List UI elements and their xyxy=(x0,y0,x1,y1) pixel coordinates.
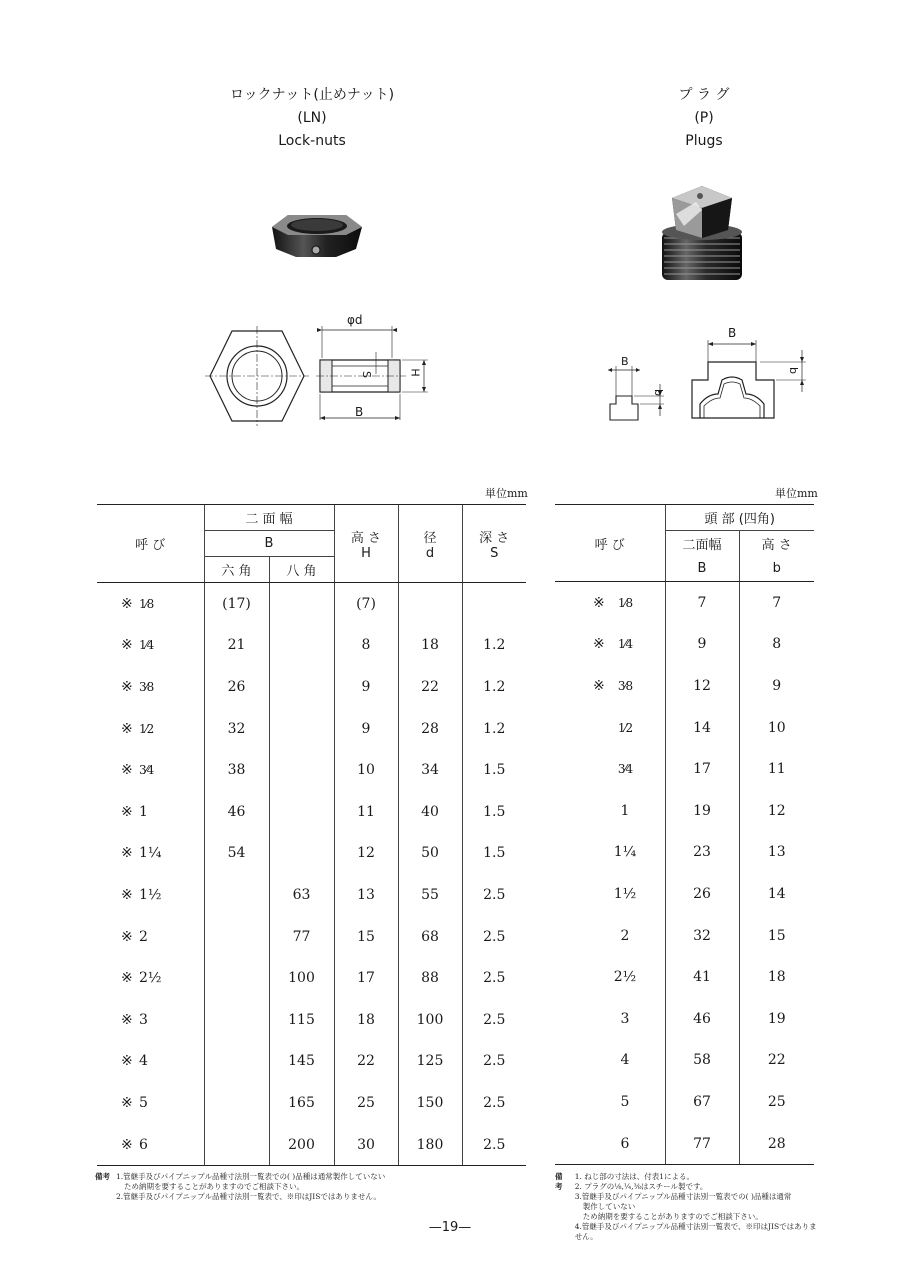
nominal-size: 2 xyxy=(620,927,630,944)
plug-row xyxy=(555,707,814,749)
locknut-row xyxy=(97,874,526,916)
nominal-size: 4 xyxy=(139,1053,148,1070)
nominal-size: 3⁄8 xyxy=(139,679,154,694)
locknut-cell-hex: 26 xyxy=(204,666,269,708)
locknut-cell-oct xyxy=(269,625,334,667)
locknut-cell-size xyxy=(97,625,204,667)
plug-cell-width: 19 xyxy=(665,790,739,832)
plug-large-view xyxy=(684,330,812,430)
locknut-cell-oct: 200 xyxy=(269,1124,334,1166)
locknut-cell-dia: 50 xyxy=(398,833,462,875)
locknut-cell-depth: 2.5 xyxy=(462,1082,526,1124)
locknut-unit-label: 単位mm xyxy=(485,487,528,500)
locknut-cell-height: 13 xyxy=(334,874,398,916)
locknut-cell-dia: 88 xyxy=(398,957,462,999)
locknut-cell-oct xyxy=(269,708,334,750)
locknut-header-depth-sym: S xyxy=(490,545,499,561)
locknut-header-height-sym: H xyxy=(361,545,371,561)
locknut-cell-hex: 21 xyxy=(204,625,269,667)
locknut-header-oct: 八 角 xyxy=(269,557,334,583)
locknut-code: (LN) xyxy=(297,110,327,126)
jis-exclusion-mark: ※ xyxy=(121,720,133,737)
locknut-cell-dia: 18 xyxy=(398,625,462,667)
plug-header-width-sym: B xyxy=(665,556,739,582)
locknut-cell-depth: 2.5 xyxy=(462,1041,526,1083)
notes-left-line: ため納期を要することがありますのでご相談下さい。 xyxy=(124,1182,304,1191)
nominal-size: 1¼ xyxy=(613,844,637,861)
locknut-cell-height: 11 xyxy=(334,791,398,833)
locknut-cell-dia: 180 xyxy=(398,1124,462,1166)
locknut-cell-hex: 54 xyxy=(204,833,269,875)
nominal-size: 3⁄8 xyxy=(617,678,633,693)
locknut-dim-h-label: H xyxy=(408,368,422,377)
locknut-cell-size xyxy=(97,833,204,875)
locknut-cell-depth: 2.5 xyxy=(462,999,526,1041)
nominal-size: 2 xyxy=(139,928,148,945)
jis-exclusion-mark: ※ xyxy=(121,762,133,779)
notes-left-line: 2.管継手及びパイプニップル品種寸法別一覧表で、※印はJISではありません。 xyxy=(116,1192,381,1201)
locknut-title-jp: ロックナット(止めナット) xyxy=(229,87,395,103)
notes-right-line: 2. プラグの⅛,¼,⅜はスチール製です。 xyxy=(574,1182,708,1191)
plug-cell-height: 10 xyxy=(739,707,814,749)
locknut-cell-hex xyxy=(204,874,269,916)
notes-left-label: 備考 xyxy=(95,1172,110,1181)
jis-exclusion-mark: ※ xyxy=(121,595,133,612)
locknut-row xyxy=(97,749,526,791)
plug-cell-size xyxy=(555,707,665,749)
nominal-size: 1½ xyxy=(139,886,162,903)
locknut-row xyxy=(97,1082,526,1124)
locknut-cell-oct xyxy=(269,583,334,625)
page-number: —19— xyxy=(428,1220,472,1235)
plug-cell-width: 12 xyxy=(665,665,739,707)
plug-small-b-label: B xyxy=(621,355,629,368)
nominal-size: 1⁄8 xyxy=(139,596,154,611)
plug-row xyxy=(555,582,814,624)
notes-right-line: 3.管継手及びパイプニップル品種寸法別一覧表での( )品種は通常 xyxy=(574,1192,792,1201)
locknut-cell-dia: 68 xyxy=(398,916,462,958)
locknut-cell-height: 18 xyxy=(334,999,398,1041)
locknut-title-en: Lock-nuts xyxy=(278,133,346,149)
locknut-row xyxy=(97,1041,526,1083)
nominal-size: 1½ xyxy=(613,885,637,902)
plug-row xyxy=(555,624,814,666)
locknut-cell-depth: 2.5 xyxy=(462,916,526,958)
plug-cell-size xyxy=(555,1040,665,1082)
plug-row xyxy=(555,748,814,790)
plug-cell-width: 17 xyxy=(665,748,739,790)
plug-cell-height: 18 xyxy=(739,956,814,998)
locknut-cell-height: 9 xyxy=(334,708,398,750)
plug-cell-width: 41 xyxy=(665,956,739,998)
plug-title-block xyxy=(644,84,764,153)
locknut-cell-oct xyxy=(269,749,334,791)
plug-cell-height: 19 xyxy=(739,998,814,1040)
locknut-photo xyxy=(266,205,368,267)
plug-cell-width: 23 xyxy=(665,832,739,874)
plug-photo xyxy=(656,180,748,284)
plug-cell-width: 32 xyxy=(665,915,739,957)
locknut-row xyxy=(97,1124,526,1166)
plug-table-body xyxy=(555,582,814,1165)
locknut-cell-height: 25 xyxy=(334,1082,398,1124)
plug-cell-width: 7 xyxy=(665,582,739,624)
plug-header-head-group: 頭 部 (四角) xyxy=(665,505,814,531)
locknut-cell-size xyxy=(97,708,204,750)
notes-right-line: 1. ねじ部の寸法は、付表1による。 xyxy=(574,1172,695,1181)
locknut-cell-depth: 2.5 xyxy=(462,1124,526,1166)
jis-exclusion-mark: ※ xyxy=(121,928,133,945)
locknut-cell-size xyxy=(97,749,204,791)
locknut-cell-depth: 1.2 xyxy=(462,708,526,750)
notes-left-line: 1.管継手及びパイプニップル品種寸法別一覧表での( )品種は通常製作していない xyxy=(116,1172,386,1181)
nominal-size: 3⁄4 xyxy=(617,762,633,777)
nominal-size: 1¼ xyxy=(139,845,162,862)
locknut-cell-dia: 100 xyxy=(398,999,462,1041)
notes-left xyxy=(95,1172,425,1202)
plug-cell-width: 26 xyxy=(665,873,739,915)
locknut-cell-height: (7) xyxy=(334,583,398,625)
locknut-row xyxy=(97,833,526,875)
nominal-size: 1⁄2 xyxy=(139,721,154,736)
locknut-cell-height: 17 xyxy=(334,957,398,999)
locknut-cell-oct: 165 xyxy=(269,1082,334,1124)
locknut-cell-hex xyxy=(204,1124,269,1166)
plug-cell-height: 28 xyxy=(739,1123,814,1165)
plug-cell-size xyxy=(555,998,665,1040)
plug-cell-size xyxy=(555,582,665,624)
locknut-cell-height: 22 xyxy=(334,1041,398,1083)
plug-cell-size xyxy=(555,956,665,998)
nominal-size: 3 xyxy=(620,1010,630,1027)
plug-cell-height: 11 xyxy=(739,748,814,790)
locknut-cell-oct xyxy=(269,833,334,875)
locknut-cell-dia: 150 xyxy=(398,1082,462,1124)
nominal-size: 3 xyxy=(139,1011,148,1028)
plug-cell-size xyxy=(555,873,665,915)
notes-right-line: ため納期を要することがありますのでご相談下さい。 xyxy=(582,1212,763,1221)
nominal-size: 4 xyxy=(620,1052,630,1069)
locknut-cell-size xyxy=(97,1041,204,1083)
plug-cell-height: 22 xyxy=(739,1040,814,1082)
plug-cell-width: 9 xyxy=(665,624,739,666)
locknut-cell-depth: 1.2 xyxy=(462,625,526,667)
jis-exclusion-mark: ※ xyxy=(121,803,133,820)
locknut-cell-dia xyxy=(398,583,462,625)
locknut-cell-size xyxy=(97,874,204,916)
plug-unit-label: 単位mm xyxy=(775,487,818,500)
locknut-cell-oct: 63 xyxy=(269,874,334,916)
plug-table xyxy=(555,504,814,1165)
plug-cell-height: 14 xyxy=(739,873,814,915)
locknut-cell-size xyxy=(97,791,204,833)
locknut-table-body xyxy=(97,583,526,1166)
plug-cell-height: 12 xyxy=(739,790,814,832)
plug-cell-width: 67 xyxy=(665,1081,739,1123)
locknut-row xyxy=(97,791,526,833)
locknut-header-dia-label: 径 xyxy=(423,530,437,546)
plug-cell-height: 25 xyxy=(739,1081,814,1123)
locknut-cell-height: 30 xyxy=(334,1124,398,1166)
notes-right-label: 備考 xyxy=(555,1172,563,1191)
locknut-cell-size xyxy=(97,916,204,958)
locknut-header-height xyxy=(334,505,398,583)
plug-code: (P) xyxy=(694,110,714,126)
plug-row xyxy=(555,832,814,874)
locknut-cell-depth: 1.2 xyxy=(462,666,526,708)
plug-cell-size xyxy=(555,665,665,707)
locknut-row xyxy=(97,708,526,750)
locknut-row xyxy=(97,957,526,999)
plug-cell-height: 9 xyxy=(739,665,814,707)
nominal-size: 1⁄4 xyxy=(617,637,633,652)
plug-header-width: 二面幅 xyxy=(665,531,739,557)
plug-large-b-label: B xyxy=(728,326,737,340)
locknut-cell-oct xyxy=(269,666,334,708)
locknut-cell-dia: 34 xyxy=(398,749,462,791)
locknut-cell-hex: 32 xyxy=(204,708,269,750)
nominal-size: 1 xyxy=(620,802,630,819)
plug-row xyxy=(555,998,814,1040)
nominal-size: 6 xyxy=(139,1136,148,1153)
locknut-header-width-sym: B xyxy=(204,531,334,557)
locknut-cell-depth: 1.5 xyxy=(462,749,526,791)
locknut-cell-hex xyxy=(204,1082,269,1124)
plug-row xyxy=(555,665,814,707)
locknut-title-block xyxy=(212,84,412,153)
jis-exclusion-mark: ※ xyxy=(121,1011,133,1028)
nominal-size: 3⁄4 xyxy=(139,763,154,778)
plug-cell-height: 13 xyxy=(739,832,814,874)
nominal-size: 1 xyxy=(139,803,148,820)
nominal-size: 1⁄8 xyxy=(617,595,633,610)
plug-row xyxy=(555,873,814,915)
locknut-header-depth-label: 深 さ xyxy=(479,530,510,546)
locknut-cell-height: 15 xyxy=(334,916,398,958)
plug-cell-width: 14 xyxy=(665,707,739,749)
plug-row xyxy=(555,956,814,998)
locknut-cell-size xyxy=(97,1082,204,1124)
locknut-cell-hex: 46 xyxy=(204,791,269,833)
locknut-cell-hex xyxy=(204,957,269,999)
plug-cell-width: 77 xyxy=(665,1123,739,1165)
plug-header-height: 高 さ xyxy=(739,531,814,557)
plug-cell-size xyxy=(555,1081,665,1123)
plug-cell-size xyxy=(555,1123,665,1165)
plug-header-height-sym: b xyxy=(739,556,814,582)
nominal-size: 1⁄4 xyxy=(139,638,154,653)
locknut-cell-height: 10 xyxy=(334,749,398,791)
plug-cell-height: 15 xyxy=(739,915,814,957)
locknut-cell-dia: 125 xyxy=(398,1041,462,1083)
locknut-cell-depth: 1.5 xyxy=(462,833,526,875)
locknut-cell-depth: 2.5 xyxy=(462,874,526,916)
plug-cell-height: 7 xyxy=(739,582,814,624)
locknut-front-view xyxy=(205,326,309,426)
jis-exclusion-mark: ※ xyxy=(121,678,133,695)
jis-exclusion-mark: ※ xyxy=(121,1136,133,1153)
nominal-size: 5 xyxy=(620,1093,630,1110)
locknut-cell-dia: 40 xyxy=(398,791,462,833)
locknut-cell-oct: 100 xyxy=(269,957,334,999)
plug-cell-size xyxy=(555,790,665,832)
locknut-cell-oct: 77 xyxy=(269,916,334,958)
locknut-header-width-group: 二 面 幅 xyxy=(204,505,334,531)
locknut-cell-hex xyxy=(204,1041,269,1083)
locknut-dim-s-label: S xyxy=(359,371,373,378)
plug-row xyxy=(555,1081,814,1123)
locknut-row xyxy=(97,916,526,958)
jis-exclusion-mark: ※ xyxy=(121,970,133,987)
locknut-cell-oct xyxy=(269,791,334,833)
locknut-row xyxy=(97,666,526,708)
locknut-header-call: 呼 び xyxy=(97,505,204,583)
plug-row xyxy=(555,1040,814,1082)
locknut-header-dia-sym: d xyxy=(425,545,435,561)
notes-right-line: 製作していない xyxy=(582,1202,636,1211)
locknut-dim-b-label: B xyxy=(355,405,364,419)
locknut-cell-height: 12 xyxy=(334,833,398,875)
locknut-cell-size xyxy=(97,666,204,708)
plug-small-bb-label: b xyxy=(651,389,665,396)
notes-right xyxy=(555,1172,817,1242)
plug-cell-size xyxy=(555,915,665,957)
locknut-cell-height: 8 xyxy=(334,625,398,667)
plug-row xyxy=(555,790,814,832)
plug-row xyxy=(555,915,814,957)
locknut-cell-hex xyxy=(204,916,269,958)
plug-cell-width: 58 xyxy=(665,1040,739,1082)
jis-exclusion-mark: ※ xyxy=(121,1094,133,1111)
locknut-header-dia xyxy=(398,505,462,583)
notes-right-line: 4.管継手及びパイプニップル品種寸法別一覧表で、※印はJISではありません。 xyxy=(574,1222,817,1241)
nominal-size: 2½ xyxy=(613,969,637,986)
locknut-cell-depth xyxy=(462,583,526,625)
nominal-size: 5 xyxy=(139,1094,148,1111)
locknut-header-hex: 六 角 xyxy=(204,557,269,583)
locknut-cell-oct: 115 xyxy=(269,999,334,1041)
plug-cell-height: 8 xyxy=(739,624,814,666)
locknut-table xyxy=(97,504,526,1166)
locknut-cell-hex: (17) xyxy=(204,583,269,625)
locknut-dim-d-label: φd xyxy=(347,313,363,327)
plug-large-bb-label: b xyxy=(786,367,800,374)
jis-exclusion-mark: ※ xyxy=(593,636,605,653)
locknut-cell-dia: 22 xyxy=(398,666,462,708)
plug-title-jp: プ ラ グ xyxy=(678,87,730,103)
jis-exclusion-mark: ※ xyxy=(121,886,133,903)
locknut-row xyxy=(97,625,526,667)
locknut-cell-size xyxy=(97,999,204,1041)
plug-header-call: 呼 び xyxy=(555,505,665,582)
jis-exclusion-mark: ※ xyxy=(593,594,605,611)
locknut-cell-size xyxy=(97,957,204,999)
jis-exclusion-mark: ※ xyxy=(121,845,133,862)
locknut-row xyxy=(97,999,526,1041)
locknut-cell-height: 9 xyxy=(334,666,398,708)
locknut-cell-hex xyxy=(204,999,269,1041)
plug-cell-size xyxy=(555,832,665,874)
locknut-cell-depth: 1.5 xyxy=(462,791,526,833)
plug-cell-size xyxy=(555,624,665,666)
plug-cell-size xyxy=(555,748,665,790)
locknut-cell-dia: 55 xyxy=(398,874,462,916)
nominal-size: 6 xyxy=(620,1135,630,1152)
locknut-cell-depth: 2.5 xyxy=(462,957,526,999)
plug-title-en: Plugs xyxy=(685,133,723,149)
locknut-cell-size xyxy=(97,1124,204,1166)
locknut-cell-dia: 28 xyxy=(398,708,462,750)
locknut-row xyxy=(97,583,526,625)
locknut-cell-hex: 38 xyxy=(204,749,269,791)
plug-cell-width: 46 xyxy=(665,998,739,1040)
jis-exclusion-mark: ※ xyxy=(593,677,605,694)
jis-exclusion-mark: ※ xyxy=(121,637,133,654)
nominal-size: 2½ xyxy=(139,970,162,987)
nominal-size: 1⁄2 xyxy=(617,720,633,735)
locknut-header-depth xyxy=(462,505,526,583)
plug-row xyxy=(555,1123,814,1165)
locknut-cell-oct: 145 xyxy=(269,1041,334,1083)
locknut-header-height-label: 高 さ xyxy=(350,530,382,546)
jis-exclusion-mark: ※ xyxy=(121,1053,133,1070)
locknut-cell-size xyxy=(97,583,204,625)
